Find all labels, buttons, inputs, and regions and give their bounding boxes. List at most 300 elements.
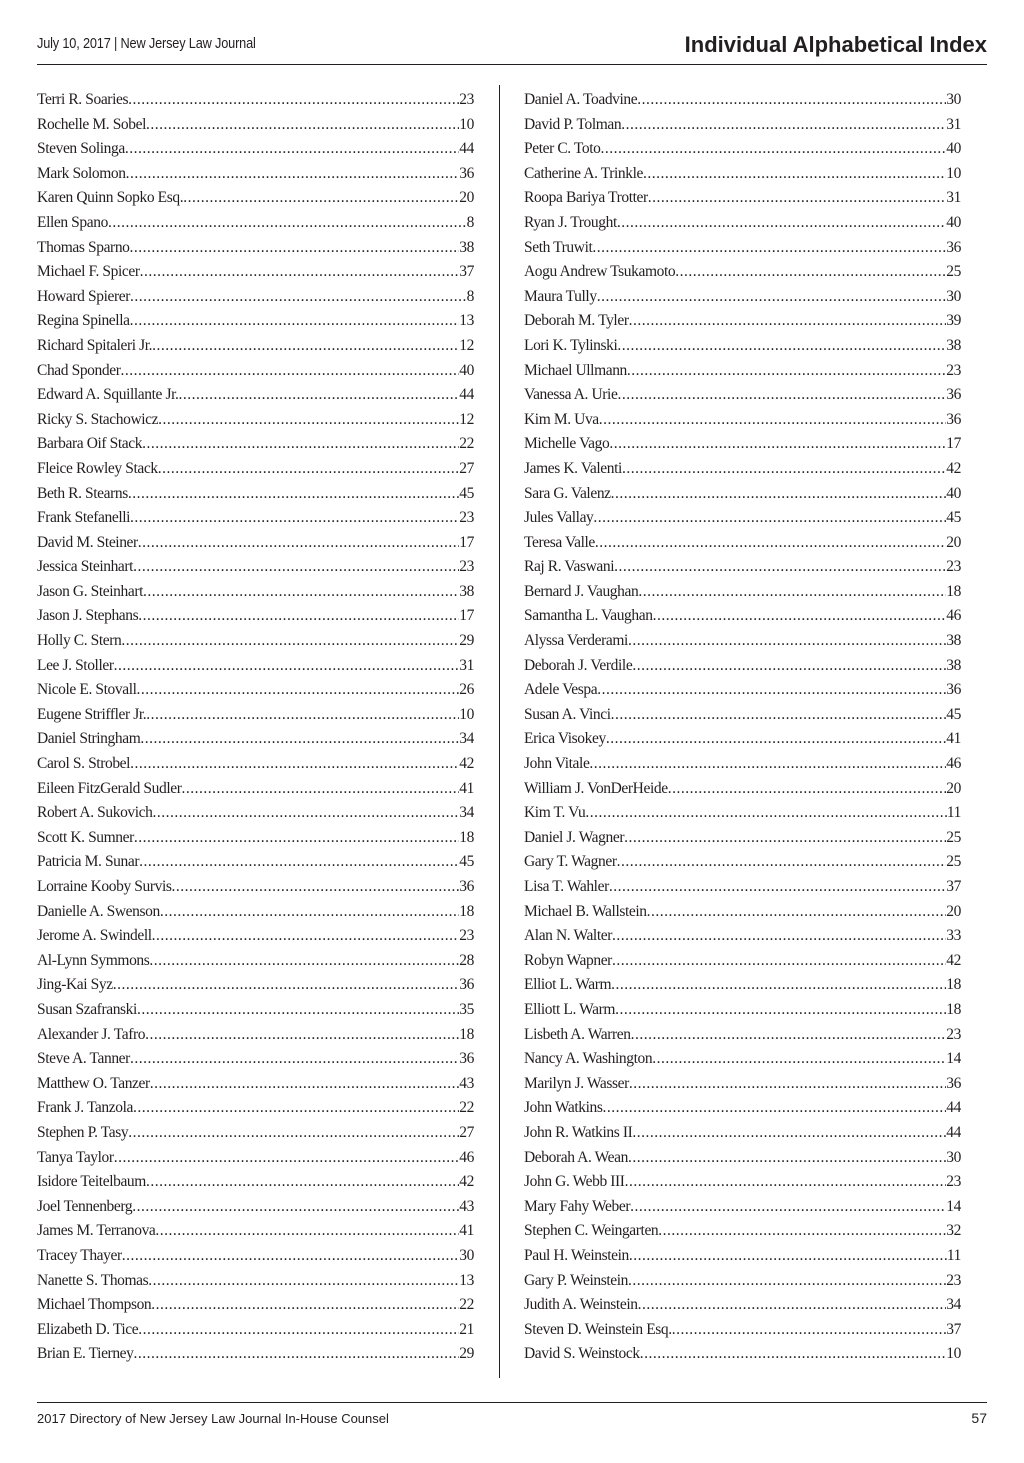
index-entry [37, 1023, 474, 1048]
entry-page: 45 [946, 509, 961, 527]
index-entry [37, 777, 474, 802]
index-entry [524, 1244, 961, 1269]
dot-leader [114, 654, 460, 679]
index-entry [524, 383, 961, 408]
dot-leader [652, 1047, 946, 1072]
index-entry [37, 1195, 474, 1220]
entry-name: Howard Spierer [37, 287, 130, 305]
entry-name: Susan Szafranski [37, 1000, 137, 1018]
dot-leader [121, 629, 459, 654]
entry-page: 39 [946, 312, 961, 330]
dot-leader [630, 1195, 946, 1220]
entry-page: 22 [459, 435, 474, 453]
entry-page: 25 [946, 853, 961, 871]
index-entry [524, 654, 961, 679]
entry-name: Rochelle M. Sobel [37, 115, 147, 133]
entry-page: 8 [466, 287, 474, 305]
index-entry [524, 211, 961, 236]
dot-leader [589, 752, 946, 777]
entry-name: Daniel J. Wagner [524, 828, 625, 846]
index-entry [37, 949, 474, 974]
entry-name: Carol S. Strobel [37, 755, 131, 773]
entry-name: Aogu Andrew Tsukamoto [524, 263, 676, 281]
entry-page: 17 [946, 435, 961, 453]
dot-leader [648, 186, 947, 211]
dot-leader [599, 408, 947, 433]
index-entry [37, 408, 474, 433]
entry-name: Isidore Teitelbaum [37, 1173, 146, 1191]
entry-page: 44 [459, 386, 474, 404]
entry-page: 36 [946, 1074, 961, 1092]
dot-leader [183, 186, 459, 211]
index-entry [524, 1195, 961, 1220]
index-entry [37, 826, 474, 851]
dot-leader [148, 1269, 459, 1294]
entry-name: Judith A. Weinstein [524, 1296, 638, 1314]
entry-name: Nanette S. Thomas [37, 1271, 149, 1289]
entry-name: Alan N. Walter [524, 927, 612, 945]
entry-page: 46 [946, 755, 961, 773]
entry-name: Lisbeth A. Warren [524, 1025, 631, 1043]
entry-page: 18 [459, 902, 474, 920]
entry-page: 40 [946, 213, 961, 231]
entry-name: Alyssa Verderami [524, 632, 628, 650]
dot-leader [624, 826, 946, 851]
dot-leader [146, 113, 459, 138]
entry-name: Kim T. Vu [524, 804, 586, 822]
header-divider [37, 64, 987, 65]
entry-page: 41 [459, 1222, 474, 1240]
entry-page: 37 [946, 878, 961, 895]
entry-page: 34 [459, 730, 474, 748]
entry-page: 20 [946, 902, 961, 920]
index-entry [37, 580, 474, 605]
entry-page: 40 [946, 140, 961, 158]
entry-name: Stephen P. Tasy [37, 1123, 129, 1141]
entry-page: 41 [459, 779, 474, 797]
index-entry [37, 727, 474, 752]
entry-page: 36 [459, 1050, 474, 1068]
index-entry [524, 1072, 961, 1097]
index-entry [524, 1023, 961, 1048]
index-entry [524, 1047, 961, 1072]
entry-page: 23 [946, 1025, 961, 1043]
entry-page: 23 [946, 1173, 961, 1191]
page-title: Individual Alphabetical Index [684, 32, 987, 57]
entry-page: 36 [946, 410, 961, 428]
index-entry [524, 1121, 961, 1146]
index-entry [37, 506, 474, 531]
entry-page: 36 [459, 164, 474, 182]
entry-page: 18 [459, 1025, 474, 1043]
entry-page: 38 [459, 582, 474, 600]
index-entry [524, 1219, 961, 1244]
index-entry [524, 924, 961, 949]
entry-page: 42 [946, 951, 961, 969]
entry-page: 36 [946, 681, 961, 699]
entry-name: Tracey Thayer [37, 1246, 122, 1264]
index-entry [37, 334, 474, 359]
dot-leader [138, 531, 460, 556]
dot-leader [150, 1072, 460, 1097]
dot-leader [125, 137, 459, 162]
index-entry [37, 1342, 474, 1367]
dot-leader [609, 875, 946, 900]
dot-leader [130, 236, 460, 261]
entry-name: Roopa Bariya Trotter [524, 189, 648, 207]
index-entry [37, 1293, 474, 1318]
entry-name: Mary Fahy Weber [524, 1197, 631, 1215]
entry-name: Kim M. Uva [524, 410, 599, 428]
dot-leader [611, 482, 947, 507]
entry-name: Michael B. Wallstein [524, 902, 647, 920]
entry-page: 10 [459, 115, 474, 133]
entry-name: Nancy A. Washington [524, 1050, 653, 1068]
dot-leader [179, 383, 460, 408]
dot-leader [617, 211, 946, 236]
entry-page: 45 [459, 484, 474, 502]
dot-leader [585, 801, 947, 826]
index-entry [524, 777, 961, 802]
entry-name: Steven Solinga [37, 140, 125, 158]
index-entry [37, 654, 474, 679]
index-entry [524, 334, 961, 359]
entry-name: Holly C. Stern [37, 632, 122, 650]
entry-page: 22 [459, 1099, 474, 1117]
dot-leader [120, 359, 459, 384]
index-entry [524, 432, 961, 457]
index-entry [37, 457, 474, 482]
dot-leader [158, 408, 459, 433]
dot-leader [113, 973, 460, 998]
dot-leader [625, 1170, 947, 1195]
dot-leader [143, 580, 459, 605]
entry-name: Samantha L. Vaughan [524, 607, 653, 625]
entry-name: Eugene Striffler Jr. [37, 705, 147, 723]
entry-name: Barbara Oif Stack [37, 435, 143, 453]
index-entry [37, 850, 474, 875]
entry-name: Richard Spitaleri Jr. [37, 336, 153, 354]
column-divider [499, 85, 500, 1378]
index-entry [37, 1096, 474, 1121]
entry-page: 10 [946, 164, 961, 182]
index-entry [524, 850, 961, 875]
dot-leader [146, 1170, 459, 1195]
entry-page: 38 [459, 238, 474, 256]
entry-page: 44 [946, 1099, 961, 1117]
index-entry [524, 359, 961, 384]
index-entry [524, 236, 961, 261]
dot-leader [122, 1244, 460, 1269]
dot-leader [130, 285, 467, 310]
dot-leader [629, 1244, 947, 1269]
index-entry [524, 482, 961, 507]
entry-page: 36 [459, 976, 474, 994]
index-entry [37, 137, 474, 162]
dot-leader [617, 334, 946, 359]
entry-name: Lori K. Tylinski [524, 336, 618, 354]
entry-name: Jason G. Steinhart [37, 582, 144, 600]
dot-leader [151, 1293, 459, 1318]
dot-leader [622, 457, 946, 482]
index-entry [37, 432, 474, 457]
dot-leader [617, 383, 946, 408]
entry-name: Chad Sponder [37, 361, 121, 379]
dot-leader [137, 998, 459, 1023]
entry-name: Jerome A. Swindell [37, 927, 152, 945]
entry-name: Daniel Stringham [37, 730, 141, 748]
dot-leader [130, 309, 460, 334]
index-column-left [37, 88, 474, 1367]
index-entry [37, 900, 474, 925]
index-entry [37, 260, 474, 285]
entry-name: Frank Stefanelli [37, 509, 131, 527]
entry-page: 22 [459, 1296, 474, 1314]
entry-name: Michael Ullmann [524, 361, 627, 379]
entry-name: Jing-Kai Syz [37, 976, 113, 994]
dot-leader [126, 162, 460, 187]
entry-page: 35 [459, 1000, 474, 1018]
dot-leader [601, 137, 947, 162]
dot-leader [614, 555, 946, 580]
entry-name: Danielle A. Swenson [37, 902, 160, 920]
entry-name: Deborah J. Verdile [524, 656, 633, 674]
entry-name: Patricia M. Sunar [37, 853, 140, 871]
dot-leader [638, 580, 946, 605]
entry-name: William J. VonDerHeide [524, 779, 668, 797]
index-entry [37, 88, 474, 113]
entry-page: 34 [946, 1296, 961, 1314]
dot-leader [133, 555, 459, 580]
entry-page: 43 [459, 1197, 474, 1215]
index-entry [524, 580, 961, 605]
dot-leader [637, 88, 946, 113]
index-entry [37, 1318, 474, 1343]
entry-page: 44 [946, 1123, 961, 1141]
entry-name: Frank J. Tanzola [37, 1099, 133, 1117]
dot-leader [675, 260, 946, 285]
dot-leader [128, 88, 459, 113]
index-entry [37, 998, 474, 1023]
dot-leader [595, 531, 946, 556]
entry-page: 28 [459, 951, 474, 969]
dot-leader [137, 678, 460, 703]
dot-leader [593, 506, 946, 531]
entry-page: 46 [459, 1148, 474, 1166]
entry-name: Terri R. Soaries [37, 91, 129, 108]
entry-page: 27 [459, 1123, 474, 1141]
dot-leader [621, 113, 946, 138]
entry-name: David P. Tolman [524, 115, 622, 133]
dot-leader [145, 1023, 459, 1048]
entry-name: Bernard J. Vaughan [524, 582, 639, 600]
entry-page: 30 [459, 1246, 474, 1264]
dot-leader [142, 432, 459, 457]
entry-page: 23 [946, 558, 961, 576]
index-entry [524, 998, 961, 1023]
dot-leader [627, 359, 946, 384]
index-entry [37, 1047, 474, 1072]
entry-name: Daniel A. Toadvine [524, 91, 638, 108]
entry-name: Fleice Rowley Stack [37, 459, 158, 477]
dot-leader [130, 752, 459, 777]
index-entry [524, 1146, 961, 1171]
entry-name: Sara G. Valenz [524, 484, 611, 502]
entry-page: 23 [459, 558, 474, 576]
entry-name: Jason J. Stephans [37, 607, 139, 625]
entry-page: 33 [946, 927, 961, 945]
dot-leader [182, 777, 460, 802]
dot-leader [149, 949, 459, 974]
index-entry [524, 260, 961, 285]
entry-page: 13 [459, 312, 474, 330]
index-entry [524, 629, 961, 654]
entry-name: Lorraine Kooby Survis [37, 878, 172, 895]
entry-page: 12 [459, 336, 474, 354]
entry-page: 41 [946, 730, 961, 748]
dot-leader [134, 826, 459, 851]
entry-name: Ryan J. Trought [524, 213, 617, 231]
index-entry [524, 1318, 961, 1343]
entry-name: Alexander J. Tafro [37, 1025, 146, 1043]
index-column-right [524, 88, 961, 1367]
entry-name: Joel Tennenberg [37, 1197, 133, 1215]
entry-page: 45 [459, 853, 474, 871]
entry-name: Adele Vespa [524, 681, 598, 699]
entry-name: Lee J. Stoller [37, 656, 114, 674]
entry-name: John R. Watkins II [524, 1123, 633, 1141]
index-entry [524, 875, 961, 900]
entry-page: 20 [946, 779, 961, 797]
index-entry [524, 309, 961, 334]
entry-name: Raj R. Vaswani [524, 558, 615, 576]
index-entry [524, 457, 961, 482]
dot-leader [134, 1342, 460, 1367]
index-entry [524, 1293, 961, 1318]
entry-page: 36 [459, 878, 474, 895]
entry-page: 11 [946, 804, 961, 822]
dot-leader [158, 457, 460, 482]
dot-leader [629, 309, 947, 334]
entry-page: 43 [459, 1074, 474, 1092]
entry-page: 40 [946, 484, 961, 502]
entry-name: Paul H. Weinstein [524, 1246, 629, 1264]
dot-leader [128, 1121, 459, 1146]
entry-name: Scott K. Sumner [37, 828, 134, 846]
index-entry [37, 1269, 474, 1294]
index-entry [524, 949, 961, 974]
entry-name: Robert A. Sukovich [37, 804, 153, 822]
entry-page: 29 [459, 1345, 474, 1363]
entry-name: Gary P. Weinstein [524, 1271, 629, 1289]
dot-leader [628, 629, 946, 654]
dot-leader [130, 506, 459, 531]
entry-name: Steve A. Tanner [37, 1050, 130, 1068]
index-entry [524, 113, 961, 138]
entry-page: 31 [459, 656, 474, 674]
entry-name: Elliot L. Warm [524, 976, 612, 994]
dot-leader [617, 850, 947, 875]
index-entry [524, 162, 961, 187]
entry-page: 10 [946, 1345, 961, 1363]
entry-page: 30 [946, 91, 961, 108]
footer-divider [37, 1402, 987, 1403]
entry-name: Ellen Spano [37, 213, 108, 231]
index-entry [37, 875, 474, 900]
entry-name: Brian E. Tierney [37, 1345, 134, 1363]
entry-page: 18 [946, 976, 961, 994]
dot-leader [631, 1023, 947, 1048]
index-entry [37, 309, 474, 334]
index-entry [524, 826, 961, 851]
entry-name: Tanya Taylor [37, 1148, 114, 1166]
dot-leader [155, 1219, 459, 1244]
entry-page: 40 [459, 361, 474, 379]
page-number: 57 [971, 1410, 987, 1426]
dot-leader [108, 211, 467, 236]
dot-leader [172, 875, 460, 900]
entry-page: 14 [946, 1050, 961, 1068]
index-entry [524, 678, 961, 703]
entry-name: Erica Visokey [524, 730, 606, 748]
dot-leader [128, 482, 459, 507]
entry-name: Robyn Wapner [524, 951, 612, 969]
index-entry [37, 359, 474, 384]
entry-name: David M. Steiner [37, 533, 138, 551]
index-entry [524, 137, 961, 162]
entry-name: Karen Quinn Sopko Esq. [37, 189, 184, 207]
entry-page: 25 [946, 263, 961, 281]
index-entry [37, 211, 474, 236]
index-entry [37, 1121, 474, 1146]
publication-dateline: July 10, 2017 | New Jersey Law Journal [37, 35, 256, 52]
entry-name: Steven D. Weinstein Esq. [524, 1320, 672, 1338]
entry-page: 20 [946, 533, 961, 551]
entry-page: 37 [946, 1320, 961, 1338]
index-entry [524, 801, 961, 826]
entry-name: Elizabeth D. Tice [37, 1320, 139, 1338]
entry-page: 42 [459, 1173, 474, 1191]
index-entry [37, 1072, 474, 1097]
entry-name: Catherine A. Trinkle [524, 164, 644, 182]
entry-name: Teresa Valle [524, 533, 595, 551]
entry-name: Marilyn J. Wasser [524, 1074, 629, 1092]
entry-page: 23 [459, 927, 474, 945]
entry-page: 20 [459, 189, 474, 207]
dot-leader [643, 162, 946, 187]
index-entry [37, 604, 474, 629]
dot-leader [638, 1293, 947, 1318]
entry-name: Al-Lynn Symmons [37, 951, 150, 969]
index-entry [524, 703, 961, 728]
index-entry [37, 555, 474, 580]
entry-name: Nicole E. Stovall [37, 681, 137, 699]
directory-title: 2017 Directory of New Jersey Law Journal In-House Counsel [37, 1411, 389, 1426]
entry-page: 34 [459, 804, 474, 822]
entry-page: 38 [946, 336, 961, 354]
index-entry [37, 531, 474, 556]
entry-page: 30 [946, 1148, 961, 1166]
entry-page: 17 [459, 607, 474, 625]
dot-leader [130, 1047, 459, 1072]
entry-name: Michael Thompson [37, 1296, 152, 1314]
dot-leader [653, 604, 947, 629]
index-entry [37, 1219, 474, 1244]
entry-name: Edward A. Squillante Jr. [37, 386, 179, 404]
dot-leader [146, 703, 459, 728]
entry-name: James M. Terranova [37, 1222, 156, 1240]
entry-page: 38 [946, 632, 961, 650]
